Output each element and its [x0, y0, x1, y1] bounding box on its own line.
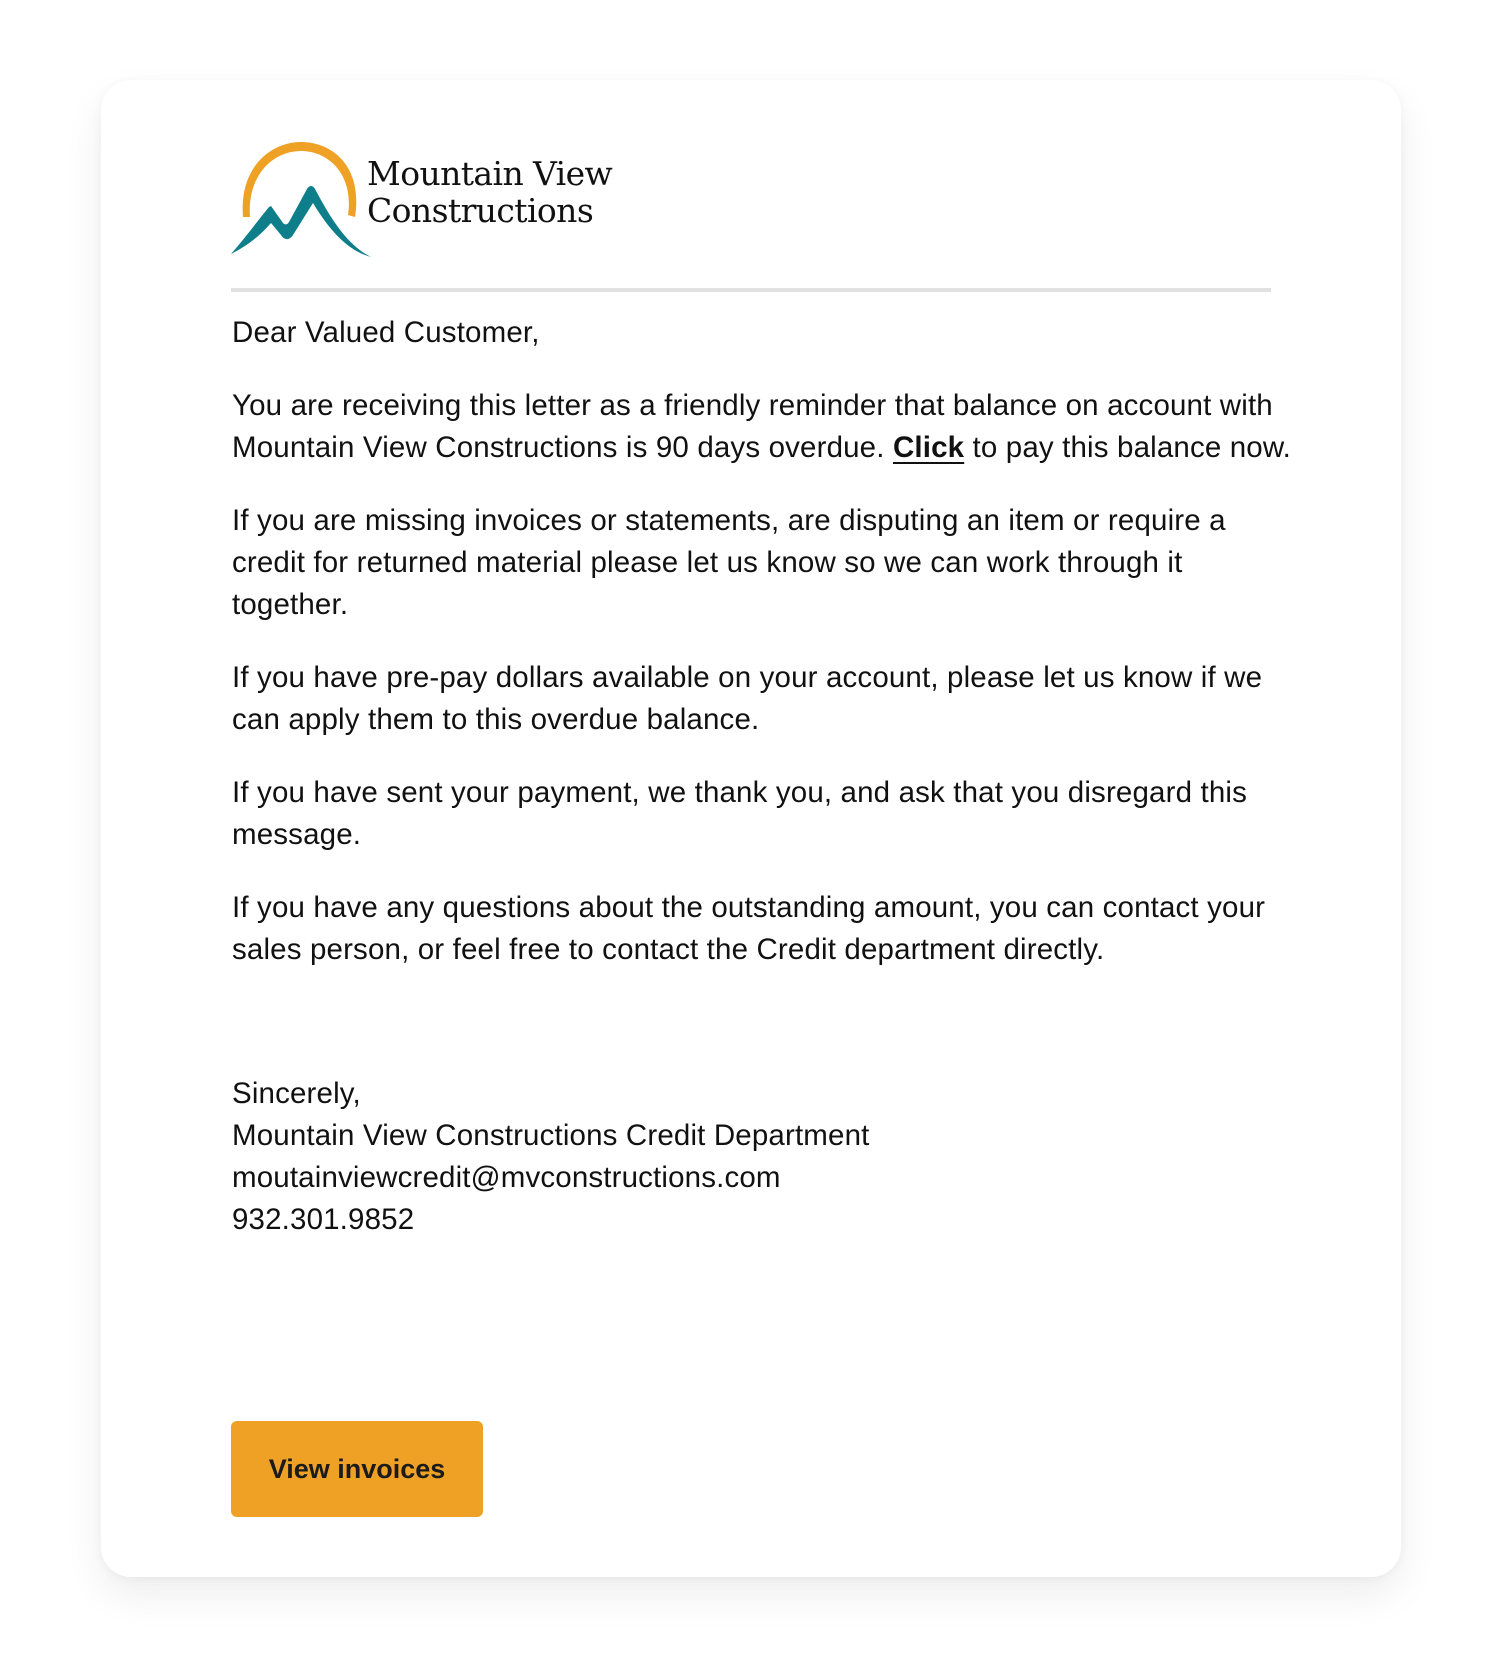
company-name — [367, 155, 612, 229]
paragraph-overdue-text: You are receiving this letter as a friendly reminder that balance on account with Mountain View Constructions is 90 days overdue. — [232, 389, 1273, 464]
paragraph-overdue-notice — [232, 385, 1292, 469]
signature-closing: Sincerely, — [232, 1077, 361, 1110]
company-name-line2: Constructions — [367, 191, 594, 230]
signature-block — [232, 1073, 1292, 1241]
spacer — [232, 1002, 1292, 1073]
mountain-sun-logo-icon — [231, 137, 381, 262]
pay-balance-link[interactable]: Click — [892, 431, 965, 464]
signature-email: moutainviewcredit@mvconstructions.com — [232, 1161, 781, 1194]
greeting: Dear Valued Customer, — [232, 316, 540, 349]
paragraph-questions: If you have any questions about the outstanding amount, you can contact your sales person, or feel free to contact the Credit department directly. — [232, 891, 1266, 966]
header-divider — [231, 288, 1271, 292]
paragraph-missing-invoices: If you are missing invoices or statements, are disputing an item or require a credit for returned material please let us know so we can work through it together. — [232, 504, 1226, 621]
paragraph-overdue-text-end: to pay this balance now. — [964, 431, 1292, 464]
signature-department: Mountain View Constructions Credit Department — [232, 1119, 870, 1152]
company-name-line1: Mountain View — [367, 154, 613, 193]
paragraph-prepay: If you have pre-pay dollars available on your account, please let us know if we can apply them to this overdue balance. — [232, 661, 1263, 736]
view-invoices-button[interactable]: View invoices — [231, 1421, 483, 1517]
paragraph-payment-sent: If you have sent your payment, we thank you, and ask that you disregard this message. — [232, 776, 1247, 851]
letter-card — [101, 80, 1401, 1577]
signature-phone: 932.301.9852 — [232, 1203, 415, 1236]
company-logo — [231, 137, 651, 262]
letter-body — [232, 312, 1292, 1241]
